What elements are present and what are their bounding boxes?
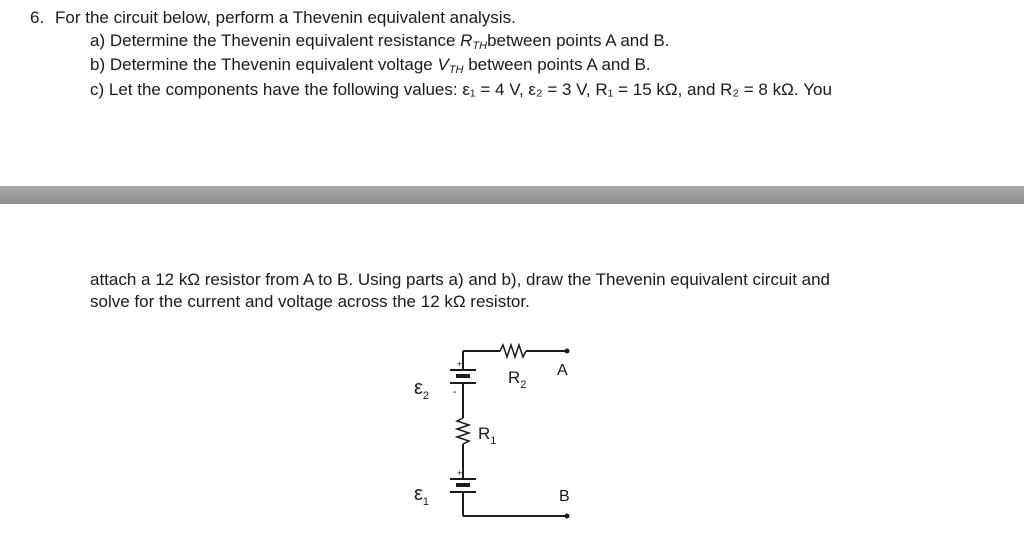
terminal-a-dot <box>565 349 570 354</box>
vth-symbol: $V_{TH}$ <box>437 55 464 76</box>
node-b-label: B <box>559 488 570 505</box>
circuit-diagram <box>400 336 590 532</box>
page-break-band <box>0 186 1024 204</box>
part-b <box>90 55 651 75</box>
part-a <box>90 31 670 51</box>
part-b-suffix: between points A and B. <box>463 55 651 74</box>
part-a-prefix: a) Determine the Thevenin equivalent resistance <box>90 31 461 50</box>
battery-e2 <box>450 370 476 383</box>
node-a-label: A <box>557 362 568 379</box>
problem-number: 6. <box>30 8 45 27</box>
e1-plus: + <box>457 468 463 478</box>
part-a-suffix: between points A and B. <box>487 31 670 50</box>
part-c-line-1: c) Let the components have the following values: ε₁ = 4 V, ε₂ = 3 V, R₁ = 15 kΩ, and R₂ = 8 kΩ. You <box>90 80 832 99</box>
r2-label: $R_2$ <box>508 368 527 391</box>
problem-intro: For the circuit below, perform a Thevenin equivalent analysis. <box>55 8 516 27</box>
e2-plus: + <box>457 359 463 369</box>
e1-label: $\varepsilon_1$ <box>414 483 430 508</box>
part-c-line-3: solve for the current and voltage across the 12 kΩ resistor. <box>90 292 530 311</box>
e2-label: $\varepsilon_2$ <box>414 377 430 402</box>
part-b-prefix: b) Determine the Thevenin equivalent voltage <box>90 55 438 74</box>
battery-e1 <box>450 479 476 492</box>
rth-symbol: $R_{TH}$ <box>460 31 488 52</box>
e2-minus: - <box>453 386 457 398</box>
r1-label: $R_1$ <box>478 424 497 447</box>
part-c-line-2: attach a 12 kΩ resistor from A to B. Using parts a) and b), draw the Thevenin equivalent circuit and <box>90 270 830 289</box>
terminal-b-dot <box>565 514 570 519</box>
